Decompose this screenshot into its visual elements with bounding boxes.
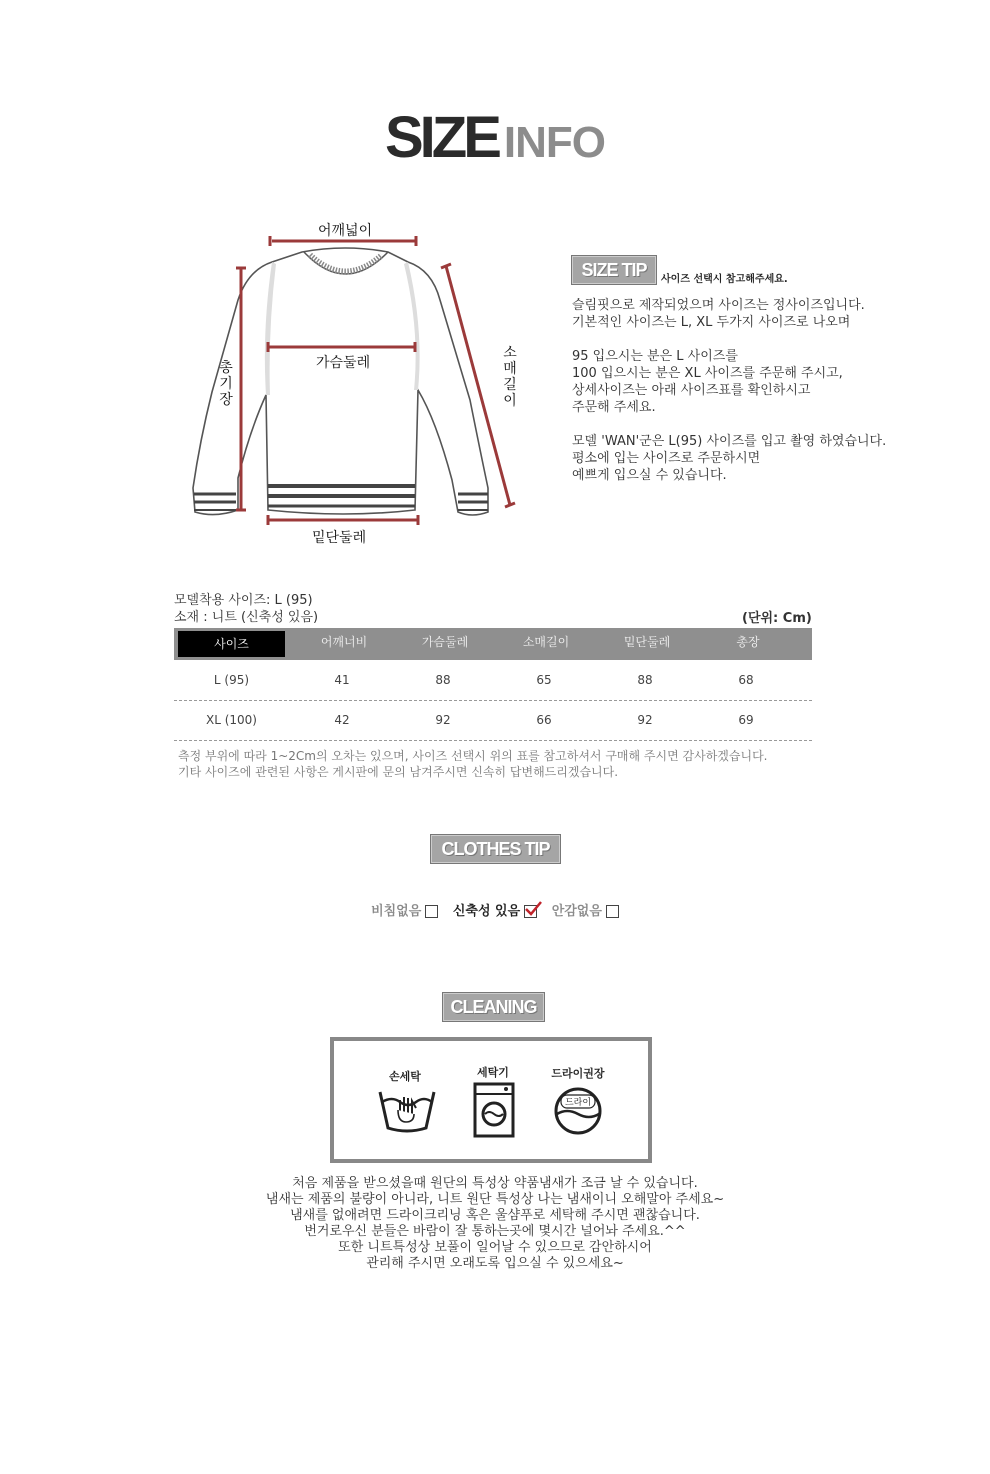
title-main: SIZE (384, 105, 498, 170)
material: 소재 : 니트 (신축성 있음) (174, 610, 319, 625)
header-chest: 가슴둘레 (421, 635, 469, 649)
dry-clean-icon (553, 1086, 603, 1136)
hand-wash-icon (378, 1088, 436, 1136)
title-sub: INFO (503, 118, 606, 167)
size-notes: 측정 부위에 따라 1~2Cm의 오차는 있으며, 사이즈 선택시 위의 표를 참고하셔서 구매해 주시면 감사하겠습니다. 기타 사이즈에 관련된 사항은 게시판에 문의 남겨주시면 신속히 답변해드리겠습니다. (178, 749, 768, 779)
header-size: 사이즈 (178, 631, 285, 657)
label-shoulder: 어깨넓이 (318, 223, 373, 239)
header-length: 총장 (736, 635, 760, 649)
checkbox-icon (606, 905, 619, 918)
label-washing-machine: 세탁기 (477, 1066, 509, 1079)
label-chest: 가슴둘레 (316, 355, 371, 371)
size-table-header (174, 628, 812, 660)
model-info (174, 592, 318, 626)
checkbox-icon (425, 905, 438, 918)
sweater-outline (193, 248, 488, 515)
table-row: L (95) 41 88 65 88 68 (174, 660, 812, 701)
header-hem: 밑단둘레 (623, 635, 671, 649)
label-length: 총기장 (219, 360, 233, 408)
checked-checkbox-icon (524, 905, 537, 918)
washing-machine-icon (473, 1082, 515, 1138)
label-dry-clean: 드라이권장 (551, 1067, 605, 1080)
label-hem: 밑단둘레 (312, 530, 367, 546)
tip-paragraph: 95 입으시는 분은 L 사이즈를 100 입으시는 분은 XL 사이즈를 주문해 주시고, 상세사이즈는 아래 사이즈표를 확인하시고 주문해 주세요. (572, 349, 843, 415)
prop-stretch: 신축성 있음 (453, 900, 537, 919)
label-hand-wash: 손세탁 (389, 1070, 421, 1083)
cleaning-badge: CLEANING (442, 992, 545, 1022)
size-tip-badge: SIZE TIP (571, 255, 657, 285)
table-row: XL (100) 42 92 66 92 69 (174, 700, 812, 741)
care-notes: 처음 제품을 받으셨을때 원단의 특성상 약품냄새가 조금 날 수 있습니다. 냄새는 제품의 불량이 아니라, 니트 원단 특성상 나는 냄새이니 오해말아 주세요~ 냄새를 없애려면 드라이크리닝 혹은 울샴푸로 세탁해 주시면 괜찮습니다. 번거로우신 분들은 바람이 잘 통하는곳에 몇시간 널어놔 주세요.^^ 또한 니트특성상 보풀이 일어날 수 있으므로 감안하시어 관리해 주시면 오래도록 입으실 수 있으세요~ (265, 1176, 725, 1271)
sweater-diagram (185, 225, 525, 555)
tip-paragraph: 슬림핏으로 제작되었으며 사이즈는 정사이즈입니다. 기본적인 사이즈는 L, XL 두가지 사이즈로 나오며 (572, 298, 865, 330)
header-shoulder: 어깨너비 (320, 635, 368, 649)
tip-paragraph: 모델 'WAN'군은 L(95) 사이즈를 입고 촬영 하였습니다. 평소에 입는 사이즈로 주문하시면 예쁘게 입으실 수 있습니다. (572, 434, 887, 483)
label-sleeve: 소매길이 (503, 345, 517, 409)
prop-no-see-through: 비침없음 (371, 900, 438, 919)
size-info-title (0, 104, 990, 171)
dry-clean-inner-text: 드라이 (564, 1098, 592, 1108)
clothes-tip-badge: CLOTHES TIP (430, 834, 561, 864)
size-tip-text (572, 297, 902, 501)
clothes-properties (0, 900, 990, 919)
size-tip-caption: 사이즈 선택시 참고해주세요. (661, 274, 788, 285)
unit-label: (단위: Cm) (742, 611, 812, 626)
model-size: 모델착용 사이즈: L (95) (174, 593, 313, 608)
header-sleeve: 소매길이 (522, 635, 570, 649)
prop-no-lining: 안감없음 (552, 900, 619, 919)
